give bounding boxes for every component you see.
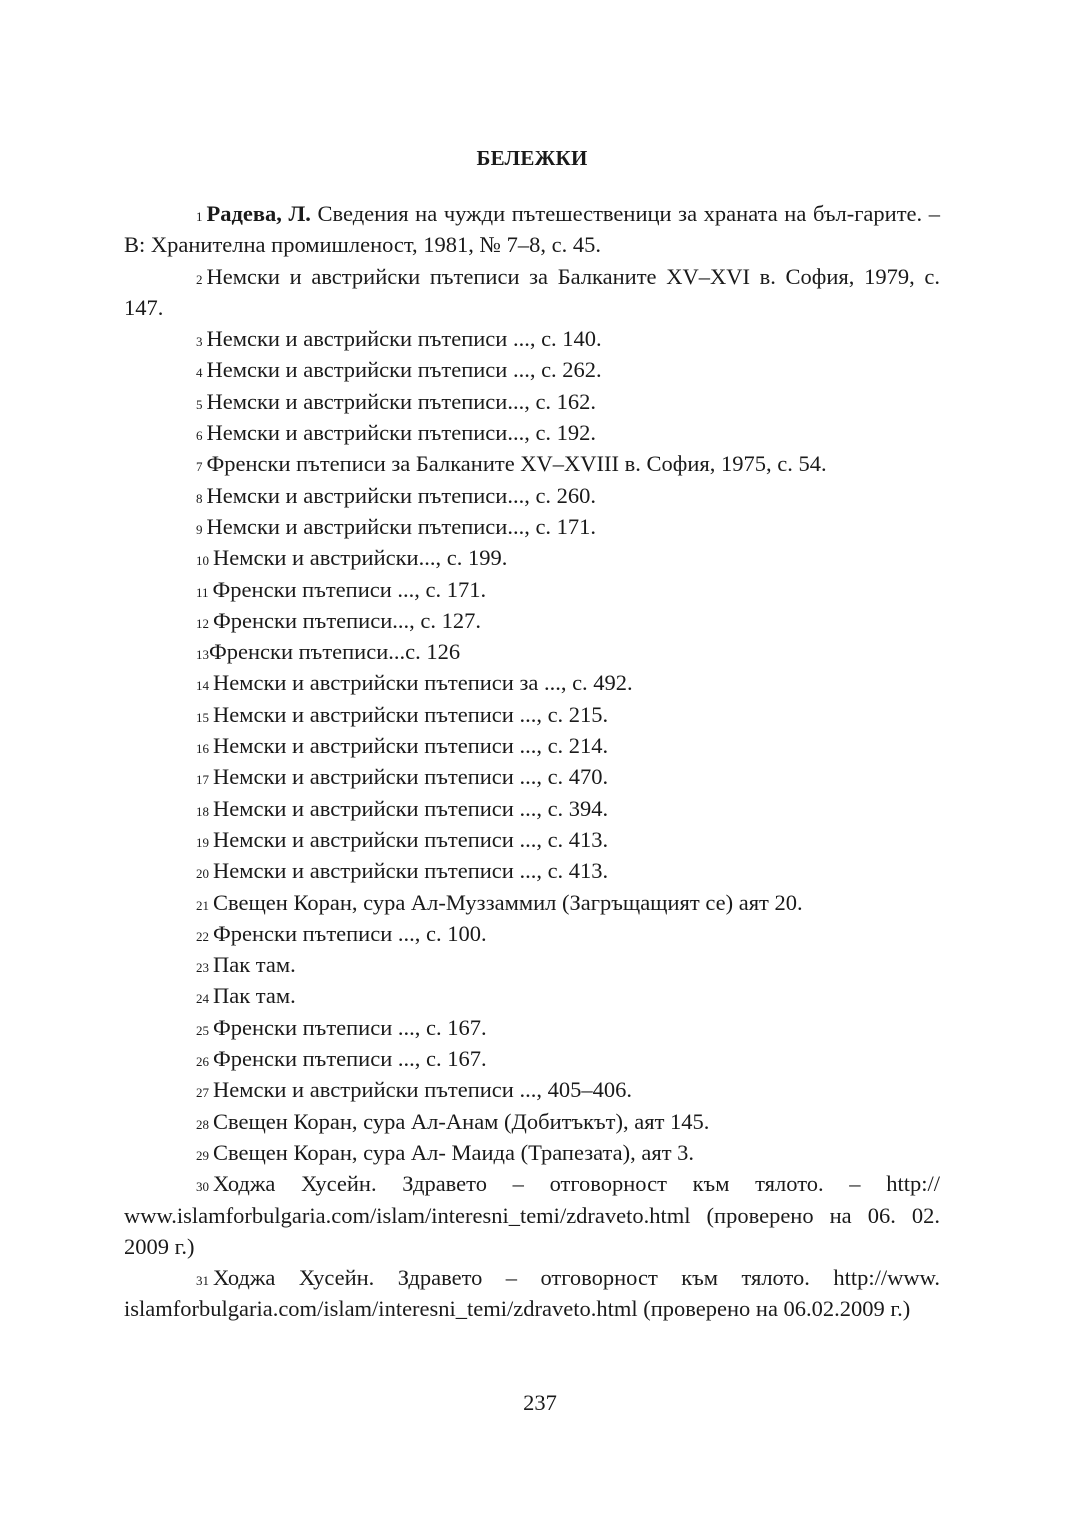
page-number: 237 (523, 1390, 557, 1415)
note-22 (124, 918, 940, 949)
note-text: Немски и австрийски пътеписи..., с. 162. (206, 388, 597, 414)
note-text: Френски пътеписи ..., с. 100. (213, 920, 487, 946)
note-number: 3 (196, 334, 203, 350)
note-text: Френски пътеписи ..., с. 171. (212, 576, 487, 602)
note-number: 14 (196, 678, 209, 694)
note-text: Сведения на чужди пътешественици за храната на бъл-гарите. – В: Хранителна промишленост, 1981, № 7–8, с. 45. (124, 201, 941, 258)
note-9 (124, 511, 940, 542)
note-number: 12 (196, 615, 209, 631)
note-21 (124, 887, 940, 918)
note-7 (124, 448, 940, 479)
note-number: 2 (196, 271, 203, 287)
note-24 (124, 980, 940, 1011)
note-number: 7 (196, 459, 203, 475)
note-text: Свещен Коран, сура Ал- Маида (Трапезата), аят 3. (213, 1139, 695, 1165)
note-16 (124, 730, 940, 761)
note-27 (124, 1074, 940, 1105)
note-number: 10 (196, 553, 209, 569)
note-11 (124, 574, 940, 605)
note-8 (124, 480, 940, 511)
note-number: 5 (196, 396, 203, 412)
note-23 (124, 949, 940, 980)
note-text: Немски и австрийски пътеписи за ..., с. 492. (213, 670, 633, 696)
note-number: 16 (196, 741, 209, 757)
note-number: 23 (196, 960, 209, 976)
note-30 (124, 1168, 940, 1262)
note-text: Немски и австрийски пътеписи ..., с. 394. (213, 795, 609, 821)
note-text: Свещен Коран, сура Ал-Муззаммил (Загръщащият се) аят 20. (213, 889, 803, 915)
note-text: Немски и австрийски пътеписи ..., с. 214. (213, 733, 609, 759)
note-text: Пак там. (213, 952, 296, 978)
note-19 (124, 824, 940, 855)
note-26 (124, 1043, 940, 1074)
note-number: 31 (196, 1273, 209, 1289)
note-number: 20 (196, 866, 209, 882)
note-number: 11 (196, 584, 209, 600)
note-text: Немски и австрийски пътеписи ..., с. 413. (213, 858, 609, 884)
note-text: Немски и австрийски пътеписи..., с. 260. (206, 482, 597, 508)
note-number: 8 (196, 490, 203, 506)
note-3 (124, 323, 940, 354)
note-text: Немски и австрийски пътеписи..., с. 171. (206, 513, 597, 539)
note-18 (124, 793, 940, 824)
note-15 (124, 699, 940, 730)
note-12 (124, 605, 940, 636)
note-5 (124, 386, 940, 417)
note-text: Немски и австрийски пътеписи ..., 405–406. (213, 1077, 632, 1103)
note-text: Немски и австрийски пътеписи ..., с. 215. (213, 701, 609, 727)
note-29 (124, 1137, 940, 1168)
note-31 (124, 1262, 940, 1325)
note-text: Френски пътеписи ..., с. 167. (213, 1046, 487, 1072)
note-number: 30 (196, 1179, 209, 1195)
note-1 (124, 198, 940, 261)
note-text: Немски и австрийски пътеписи ..., с. 470. (213, 764, 609, 790)
note-number: 21 (196, 897, 209, 913)
note-text: Немски и австрийски пътеписи ..., с. 413. (213, 826, 609, 852)
note-20 (124, 855, 940, 886)
note-4 (124, 354, 940, 385)
note-25 (124, 1012, 940, 1043)
note-number: 29 (196, 1147, 209, 1163)
note-text: Свещен Коран, сура Ал-Анам (Добитъкът), аят 145. (213, 1108, 710, 1134)
note-text: Френски пътеписи..., с. 127. (213, 607, 481, 633)
note-author: Радева, Л. (206, 201, 311, 226)
note-text: Френски пътеписи ..., с. 167. (213, 1014, 487, 1040)
note-number: 26 (196, 1054, 209, 1070)
note-number: 19 (196, 834, 209, 850)
note-text: Ходжа Хусейн. Здравето – отговорност към тялото. – http:// www.islamforbulgaria.com/islam/interesni_temi/zdraveto.html (проверено на 06. 02. 2009 г.) (124, 1171, 940, 1259)
note-number: 9 (196, 521, 203, 537)
notes-list (124, 198, 940, 1325)
note-text: Френски пътеписи за Балканите XV–XVIII в. София, 1975, с. 54. (206, 451, 827, 477)
note-text: Немски и австрийски пътеписи ..., с. 262. (206, 357, 602, 383)
note-number: 13 (196, 647, 209, 663)
note-number: 1 (196, 209, 203, 224)
page-content (124, 140, 940, 1400)
note-text: Френски пътеписи...с. 126 (209, 639, 461, 665)
note-text: Немски и австрийски пътеписи ..., с. 140. (206, 326, 602, 352)
note-number: 28 (196, 1116, 209, 1132)
note-number: 24 (196, 991, 209, 1007)
note-number: 18 (196, 803, 209, 819)
note-17 (124, 761, 940, 792)
note-number: 4 (196, 365, 203, 381)
note-number: 15 (196, 709, 209, 725)
note-14 (124, 667, 940, 698)
note-text: Немски и австрийски..., с. 199. (213, 545, 508, 571)
note-10 (124, 542, 940, 573)
note-number: 25 (196, 1022, 209, 1038)
note-28 (124, 1106, 940, 1137)
note-2 (124, 261, 940, 324)
note-text: Ходжа Хусейн. Здравето – отговорност към тялото. http://www. islamforbulgaria.com/islam/interesni_temi/zdraveto.html (проверено на 06.02.2009 г.) (124, 1265, 940, 1322)
page-title: БЕЛЕЖКИ (476, 146, 588, 170)
note-6 (124, 417, 940, 448)
note-text: Немски и австрийски пътеписи за Балканите XV–XVI в. София, 1979, с. 147. (124, 263, 940, 320)
note-number: 6 (196, 428, 203, 444)
note-13 (124, 636, 940, 667)
note-number: 22 (196, 928, 209, 944)
note-number: 17 (196, 772, 209, 788)
note-number: 27 (196, 1085, 209, 1101)
note-text: Пак там. (213, 983, 296, 1009)
note-text: Немски и австрийски пътеписи..., с. 192. (206, 420, 597, 446)
